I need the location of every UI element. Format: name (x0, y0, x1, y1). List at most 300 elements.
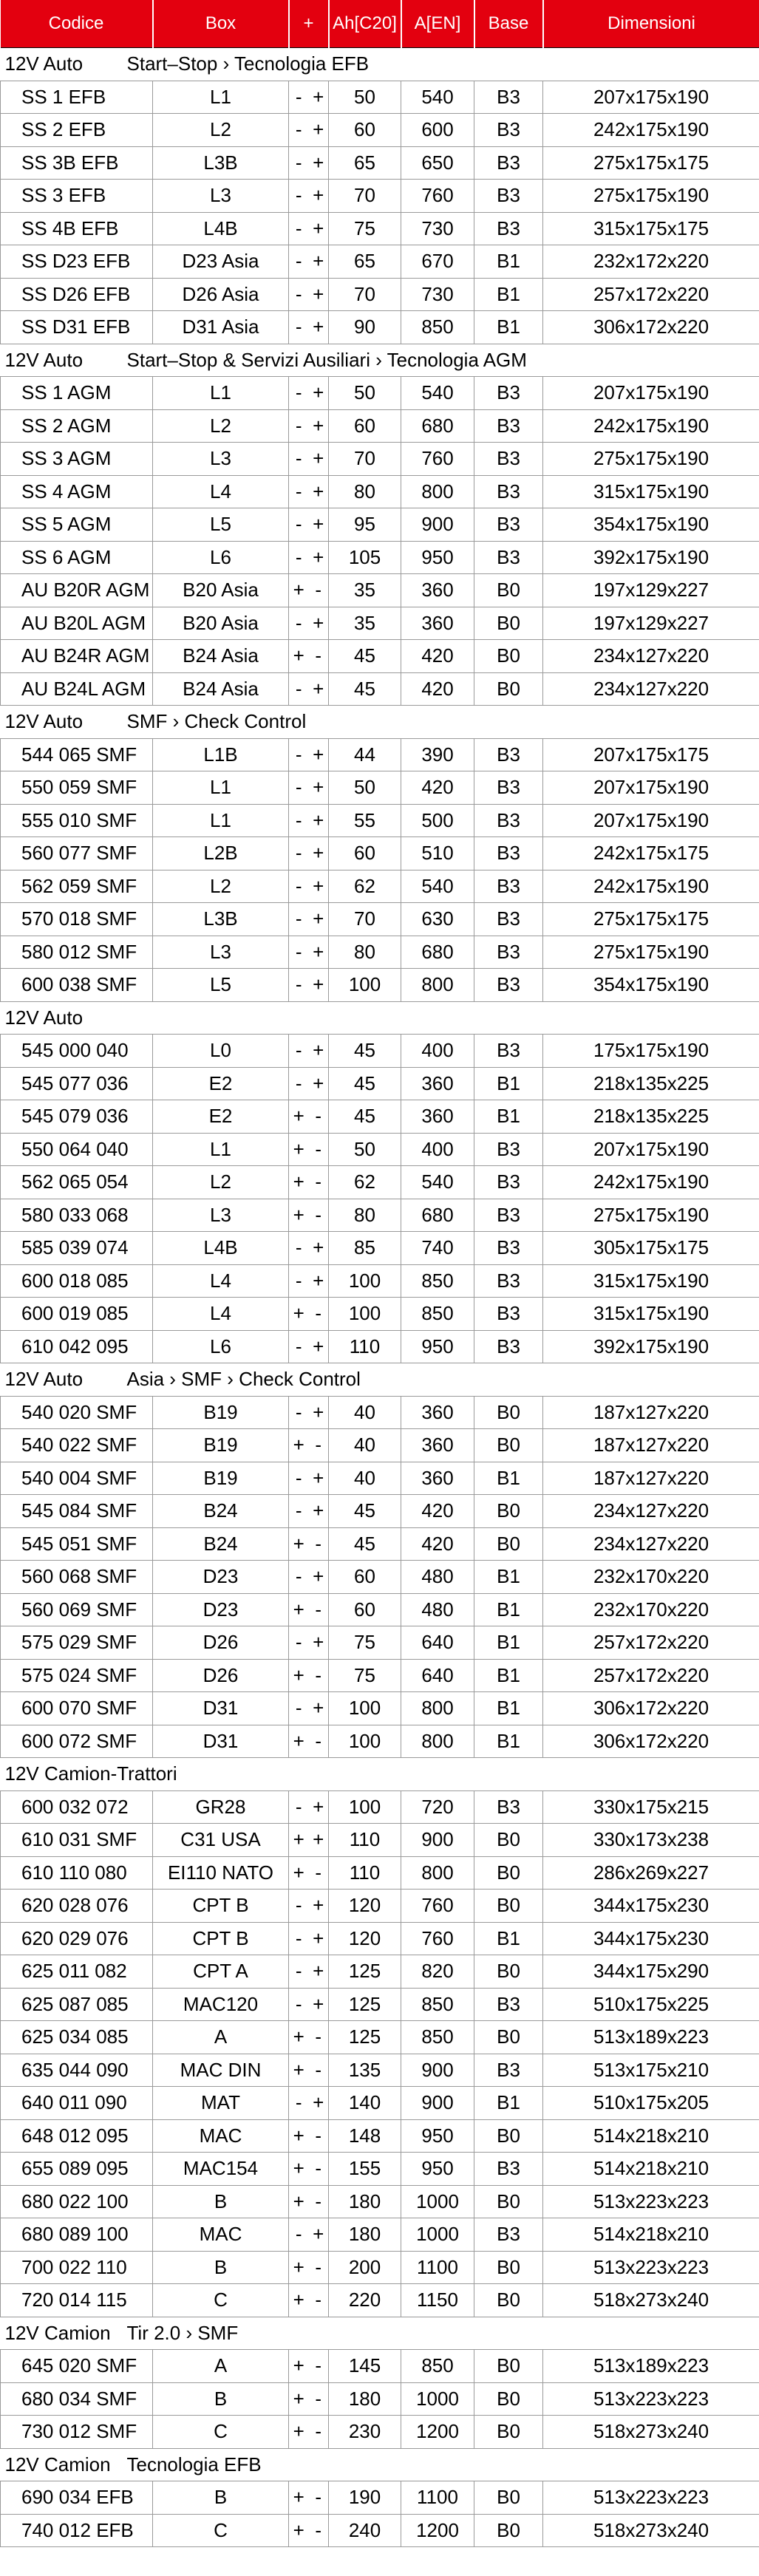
table-row (1, 212, 759, 245)
cell-base: B0 (474, 2284, 543, 2317)
table-row (1, 1626, 759, 1660)
cell-ah: 45 (329, 1035, 401, 1068)
cell-ah: 70 (329, 903, 401, 936)
cell-base: B3 (474, 1232, 543, 1265)
cell-polarity-left: - (289, 1955, 309, 1989)
cell-box: MAC (153, 2119, 289, 2153)
cell-dimensioni: 207x175x190 (543, 81, 759, 114)
cell-polarity-right: + (309, 1396, 329, 1429)
cell-a: 730 (401, 278, 474, 311)
section-header-cell (1, 2448, 759, 2481)
cell-dimensioni: 392x175x190 (543, 541, 759, 574)
cell-ah: 110 (329, 1330, 401, 1363)
cell-base: B1 (474, 1659, 543, 1692)
cell-base: B3 (474, 1199, 543, 1232)
cell-a: 800 (401, 475, 474, 508)
cell-dimensioni: 232x170x220 (543, 1561, 759, 1594)
cell-codice: 600 038 SMF (1, 969, 153, 1002)
cell-polarity-right: + (309, 1824, 329, 1857)
cell-codice: 545 079 036 (1, 1100, 153, 1134)
cell-a: 360 (401, 1067, 474, 1100)
cell-codice: SS 6 AGM (1, 541, 153, 574)
cell-base: B1 (474, 1593, 543, 1626)
cell-codice: SS 2 EFB (1, 114, 153, 147)
cell-a: 900 (401, 2054, 474, 2087)
table-row (1, 607, 759, 640)
cell-polarity-left: + (289, 2382, 309, 2416)
cell-dimensioni: 234x127x220 (543, 1495, 759, 1528)
cell-box: L4B (153, 1232, 289, 1265)
table-row (1, 1659, 759, 1692)
cell-a: 640 (401, 1626, 474, 1660)
cell-polarity-right: - (309, 2021, 329, 2054)
cell-codice: AU B24R AGM (1, 640, 153, 673)
cell-a: 800 (401, 1692, 474, 1725)
cell-polarity-left: - (289, 1626, 309, 1660)
cell-dimensioni: 513x189x223 (543, 2350, 759, 2383)
cell-codice: 560 069 SMF (1, 1593, 153, 1626)
cell-ah: 44 (329, 738, 401, 771)
cell-base: B3 (474, 1988, 543, 2021)
cell-polarity-left: - (289, 245, 309, 279)
cell-dimensioni: 207x175x190 (543, 771, 759, 805)
table-row (1, 2054, 759, 2087)
cell-base: B3 (474, 1035, 543, 1068)
cell-box: L4B (153, 212, 289, 245)
section-vehicle: 12V Auto (4, 710, 84, 733)
cell-polarity-right: + (309, 969, 329, 1002)
cell-box: B20 Asia (153, 574, 289, 607)
table-row (1, 1495, 759, 1528)
cell-ah: 180 (329, 2218, 401, 2252)
cell-polarity-left: - (289, 837, 309, 870)
cell-polarity-left: - (289, 1988, 309, 2021)
cell-box: L2 (153, 1166, 289, 1199)
cell-polarity-left: + (289, 1725, 309, 1758)
cell-polarity-right: + (309, 2218, 329, 2252)
cell-box: D23 (153, 1593, 289, 1626)
cell-ah: 100 (329, 969, 401, 1002)
cell-polarity-right: - (309, 2185, 329, 2218)
cell-codice: 540 022 SMF (1, 1429, 153, 1462)
cell-a: 680 (401, 936, 474, 969)
cell-polarity-right: + (309, 377, 329, 410)
cell-a: 680 (401, 1199, 474, 1232)
cell-polarity-left: - (289, 212, 309, 245)
cell-codice: 740 012 EFB (1, 2514, 153, 2547)
cell-polarity-right: + (309, 278, 329, 311)
cell-polarity-right: + (309, 1035, 329, 1068)
cell-box: L3 (153, 936, 289, 969)
cell-box: CPT B (153, 1890, 289, 1923)
cell-a: 740 (401, 1232, 474, 1265)
cell-polarity-right: - (309, 1133, 329, 1166)
cell-base: B0 (474, 672, 543, 706)
cell-polarity-left: + (289, 1824, 309, 1857)
cell-codice: AU B24L AGM (1, 672, 153, 706)
cell-box: CPT A (153, 1955, 289, 1989)
cell-base: B3 (474, 541, 543, 574)
cell-ah: 55 (329, 804, 401, 837)
cell-base: B0 (474, 2416, 543, 2449)
cell-polarity-left: - (289, 541, 309, 574)
cell-polarity-left: - (289, 311, 309, 344)
cell-dimensioni: 344x175x230 (543, 1922, 759, 1955)
cell-box: L5 (153, 969, 289, 1002)
cell-base: B0 (474, 2382, 543, 2416)
cell-a: 680 (401, 409, 474, 443)
cell-codice: SS 1 EFB (1, 81, 153, 114)
cell-ah: 75 (329, 1659, 401, 1692)
cell-polarity-left: - (289, 969, 309, 1002)
cell-dimensioni: 330x175x215 (543, 1790, 759, 1824)
table-row (1, 903, 759, 936)
cell-codice: 700 022 110 (1, 2251, 153, 2284)
cell-base: B3 (474, 212, 543, 245)
section-title: Tir 2.0 › SMF (126, 2321, 239, 2344)
cell-polarity-right: + (309, 1330, 329, 1363)
cell-dimensioni: 175x175x190 (543, 1035, 759, 1068)
section-header-cell (1, 344, 759, 377)
cell-dimensioni: 275x175x190 (543, 1199, 759, 1232)
cell-dimensioni: 207x175x190 (543, 804, 759, 837)
cell-codice: 620 028 076 (1, 1890, 153, 1923)
table-header (1, 0, 759, 48)
cell-dimensioni: 513x223x223 (543, 2481, 759, 2515)
section-header (1, 706, 759, 739)
table-row (1, 2021, 759, 2054)
cell-box: GR28 (153, 1790, 289, 1824)
cell-box: MAC DIN (153, 2054, 289, 2087)
cell-base: B3 (474, 1330, 543, 1363)
cell-box: CPT B (153, 1922, 289, 1955)
cell-box: L2 (153, 114, 289, 147)
cell-a: 420 (401, 771, 474, 805)
cell-dimensioni: 242x175x175 (543, 837, 759, 870)
table-row (1, 738, 759, 771)
cell-polarity-right: + (309, 1692, 329, 1725)
cell-box: L3 (153, 1199, 289, 1232)
cell-dimensioni: 354x175x190 (543, 969, 759, 1002)
cell-codice: 625 087 085 (1, 1988, 153, 2021)
cell-base: B3 (474, 870, 543, 903)
cell-ah: 90 (329, 311, 401, 344)
cell-polarity-right: + (309, 508, 329, 542)
cell-codice: 640 011 090 (1, 2087, 153, 2120)
cell-base: B3 (474, 409, 543, 443)
cell-polarity-right: + (309, 146, 329, 180)
cell-a: 950 (401, 541, 474, 574)
cell-polarity-right: + (309, 1790, 329, 1824)
cell-ah: 155 (329, 2153, 401, 2186)
cell-a: 1000 (401, 2382, 474, 2416)
section-header-cell (1, 48, 759, 81)
cell-codice: SS 4B EFB (1, 212, 153, 245)
cell-ah: 100 (329, 1264, 401, 1298)
cell-codice: AU B20L AGM (1, 607, 153, 640)
cell-base: B0 (474, 1396, 543, 1429)
cell-dimensioni: 315x175x190 (543, 1298, 759, 1331)
cell-polarity-left: - (289, 146, 309, 180)
cell-a: 850 (401, 1264, 474, 1298)
cell-base: B1 (474, 2087, 543, 2120)
cell-dimensioni: 518x273x240 (543, 2416, 759, 2449)
cell-polarity-left: + (289, 2284, 309, 2317)
cell-ah: 105 (329, 541, 401, 574)
section-header (1, 48, 759, 81)
cell-polarity-right: - (309, 574, 329, 607)
cell-polarity-left: - (289, 672, 309, 706)
cell-ah: 50 (329, 1133, 401, 1166)
cell-box: MAT (153, 2087, 289, 2120)
cell-box: B (153, 2251, 289, 2284)
cell-dimensioni: 510x175x225 (543, 1988, 759, 2021)
cell-dimensioni: 344x175x290 (543, 1955, 759, 1989)
cell-base: B0 (474, 2185, 543, 2218)
cell-polarity-right: + (309, 1922, 329, 1955)
table-row (1, 870, 759, 903)
section-vehicle: 12V Auto (4, 348, 84, 371)
cell-ah: 135 (329, 2054, 401, 2087)
cell-codice: 648 012 095 (1, 2119, 153, 2153)
cell-base: B3 (474, 1166, 543, 1199)
cell-ah: 40 (329, 1429, 401, 1462)
header-ah: Ah[C20] (329, 0, 401, 48)
section-header-cell (1, 2317, 759, 2350)
table-row (1, 1396, 759, 1429)
cell-codice: 625 034 085 (1, 2021, 153, 2054)
cell-polarity-left: + (289, 1429, 309, 1462)
cell-box: D23 (153, 1561, 289, 1594)
cell-box: L1 (153, 771, 289, 805)
cell-polarity-left: - (289, 1067, 309, 1100)
cell-polarity-left: + (289, 2514, 309, 2547)
cell-codice: 560 077 SMF (1, 837, 153, 870)
table-row (1, 574, 759, 607)
cell-polarity-right: - (309, 1100, 329, 1134)
cell-base: B1 (474, 245, 543, 279)
cell-dimensioni: 513x223x223 (543, 2382, 759, 2416)
cell-ah: 65 (329, 146, 401, 180)
section-header (1, 1758, 759, 1791)
cell-base: B0 (474, 607, 543, 640)
cell-a: 950 (401, 2153, 474, 2186)
cell-base: B3 (474, 81, 543, 114)
cell-polarity-right: + (309, 443, 329, 476)
cell-ah: 45 (329, 672, 401, 706)
cell-polarity-right: + (309, 738, 329, 771)
cell-dimensioni: 257x172x220 (543, 1659, 759, 1692)
cell-base: B3 (474, 443, 543, 476)
cell-ah: 110 (329, 1856, 401, 1890)
cell-box: B19 (153, 1396, 289, 1429)
cell-polarity-right: - (309, 1429, 329, 1462)
cell-box: B19 (153, 1462, 289, 1495)
cell-a: 650 (401, 146, 474, 180)
cell-a: 800 (401, 1856, 474, 1890)
cell-ah: 120 (329, 1922, 401, 1955)
cell-base: B0 (474, 2350, 543, 2383)
table-row (1, 1298, 759, 1331)
table-row (1, 180, 759, 213)
header-codice: Codice (1, 0, 153, 48)
cell-dimensioni: 514x218x210 (543, 2119, 759, 2153)
cell-a: 420 (401, 1527, 474, 1561)
cell-codice: SS 1 AGM (1, 377, 153, 410)
cell-a: 500 (401, 804, 474, 837)
section-vehicle: 12V Camion (4, 2453, 111, 2476)
cell-ah: 75 (329, 1626, 401, 1660)
cell-ah: 70 (329, 180, 401, 213)
cell-box: B (153, 2382, 289, 2416)
cell-base: B1 (474, 278, 543, 311)
cell-ah: 80 (329, 475, 401, 508)
table-row (1, 1725, 759, 1758)
table-row (1, 1856, 759, 1890)
cell-codice: SS 3B EFB (1, 146, 153, 180)
table-row (1, 1035, 759, 1068)
cell-a: 1200 (401, 2514, 474, 2547)
cell-box: L0 (153, 1035, 289, 1068)
cell-ah: 80 (329, 936, 401, 969)
cell-polarity-left: + (289, 1133, 309, 1166)
cell-a: 480 (401, 1561, 474, 1594)
cell-base: B1 (474, 1725, 543, 1758)
cell-polarity-right: - (309, 1166, 329, 1199)
cell-polarity-right: - (309, 2514, 329, 2547)
table-row (1, 377, 759, 410)
cell-a: 950 (401, 2119, 474, 2153)
header-dimensioni: Dimensioni (543, 0, 759, 48)
cell-polarity-right: + (309, 1067, 329, 1100)
cell-polarity-right: - (309, 2153, 329, 2186)
header-polarity: + (289, 0, 329, 48)
cell-box: L1 (153, 81, 289, 114)
cell-polarity-left: + (289, 1593, 309, 1626)
cell-a: 800 (401, 1725, 474, 1758)
section-vehicle: 12V Auto (4, 52, 84, 75)
table-row (1, 1790, 759, 1824)
cell-polarity-right: + (309, 245, 329, 279)
cell-dimensioni: 197x129x227 (543, 574, 759, 607)
table-row (1, 2481, 759, 2515)
cell-dimensioni: 242x175x190 (543, 114, 759, 147)
cell-polarity-left: - (289, 870, 309, 903)
cell-polarity-right: + (309, 672, 329, 706)
cell-box: L6 (153, 1330, 289, 1363)
cell-polarity-left: - (289, 1462, 309, 1495)
cell-dimensioni: 305x175x175 (543, 1232, 759, 1265)
cell-polarity-left: - (289, 1232, 309, 1265)
cell-ah: 70 (329, 278, 401, 311)
cell-box: L1 (153, 1133, 289, 1166)
cell-codice: 575 029 SMF (1, 1626, 153, 1660)
table-row (1, 475, 759, 508)
cell-base: B0 (474, 1856, 543, 1890)
cell-polarity-right: - (309, 2284, 329, 2317)
cell-box: L1B (153, 738, 289, 771)
cell-base: B3 (474, 2153, 543, 2186)
cell-codice: 600 018 085 (1, 1264, 153, 1298)
cell-box: B (153, 2185, 289, 2218)
cell-polarity-left: - (289, 1890, 309, 1923)
cell-codice: 680 034 SMF (1, 2382, 153, 2416)
cell-a: 1000 (401, 2218, 474, 2252)
cell-ah: 180 (329, 2185, 401, 2218)
cell-polarity-right: + (309, 1626, 329, 1660)
table-row (1, 640, 759, 673)
cell-polarity-right: - (309, 1199, 329, 1232)
cell-dimensioni: 513x223x223 (543, 2185, 759, 2218)
cell-a: 1000 (401, 2185, 474, 2218)
cell-a: 1150 (401, 2284, 474, 2317)
cell-polarity-left: - (289, 1922, 309, 1955)
cell-polarity-right: + (309, 1232, 329, 1265)
cell-base: B3 (474, 936, 543, 969)
cell-polarity-right: + (309, 212, 329, 245)
cell-box: D31 (153, 1725, 289, 1758)
cell-box: A (153, 2021, 289, 2054)
cell-dimensioni: 187x127x220 (543, 1462, 759, 1495)
cell-dimensioni: 518x273x240 (543, 2514, 759, 2547)
section-title: Start–Stop › Tecnologia EFB (126, 52, 370, 75)
cell-polarity-left: - (289, 443, 309, 476)
cell-codice: 545 084 SMF (1, 1495, 153, 1528)
cell-base: B3 (474, 1298, 543, 1331)
cell-dimensioni: 306x172x220 (543, 311, 759, 344)
table-row (1, 936, 759, 969)
cell-polarity-right: + (309, 541, 329, 574)
cell-codice: SS D31 EFB (1, 311, 153, 344)
cell-ah: 50 (329, 377, 401, 410)
cell-box: B24 Asia (153, 672, 289, 706)
cell-base: B3 (474, 1133, 543, 1166)
cell-ah: 110 (329, 1824, 401, 1857)
cell-polarity-right: - (309, 2054, 329, 2087)
cell-a: 950 (401, 1330, 474, 1363)
table-row (1, 2087, 759, 2120)
cell-box: L5 (153, 508, 289, 542)
cell-box: C (153, 2514, 289, 2547)
cell-box: D23 Asia (153, 245, 289, 279)
cell-a: 400 (401, 1035, 474, 1068)
cell-ah: 100 (329, 1692, 401, 1725)
section-header-cell (1, 706, 759, 739)
cell-a: 400 (401, 1133, 474, 1166)
cell-ah: 140 (329, 2087, 401, 2120)
section-header (1, 344, 759, 377)
cell-polarity-left: + (289, 2021, 309, 2054)
cell-ah: 40 (329, 1396, 401, 1429)
cell-a: 820 (401, 1955, 474, 1989)
cell-box: B20 Asia (153, 607, 289, 640)
cell-codice: 610 042 095 (1, 1330, 153, 1363)
cell-ah: 62 (329, 1166, 401, 1199)
cell-codice: 570 018 SMF (1, 903, 153, 936)
cell-dimensioni: 257x172x220 (543, 278, 759, 311)
cell-codice: 555 010 SMF (1, 804, 153, 837)
cell-base: B1 (474, 1692, 543, 1725)
cell-box: D26 Asia (153, 278, 289, 311)
cell-polarity-left: - (289, 1495, 309, 1528)
cell-base: B0 (474, 1527, 543, 1561)
cell-ah: 45 (329, 640, 401, 673)
cell-dimensioni: 286x269x227 (543, 1856, 759, 1890)
table-row (1, 2119, 759, 2153)
section-header (1, 2317, 759, 2350)
cell-dimensioni: 513x175x210 (543, 2054, 759, 2087)
cell-polarity-left: - (289, 180, 309, 213)
